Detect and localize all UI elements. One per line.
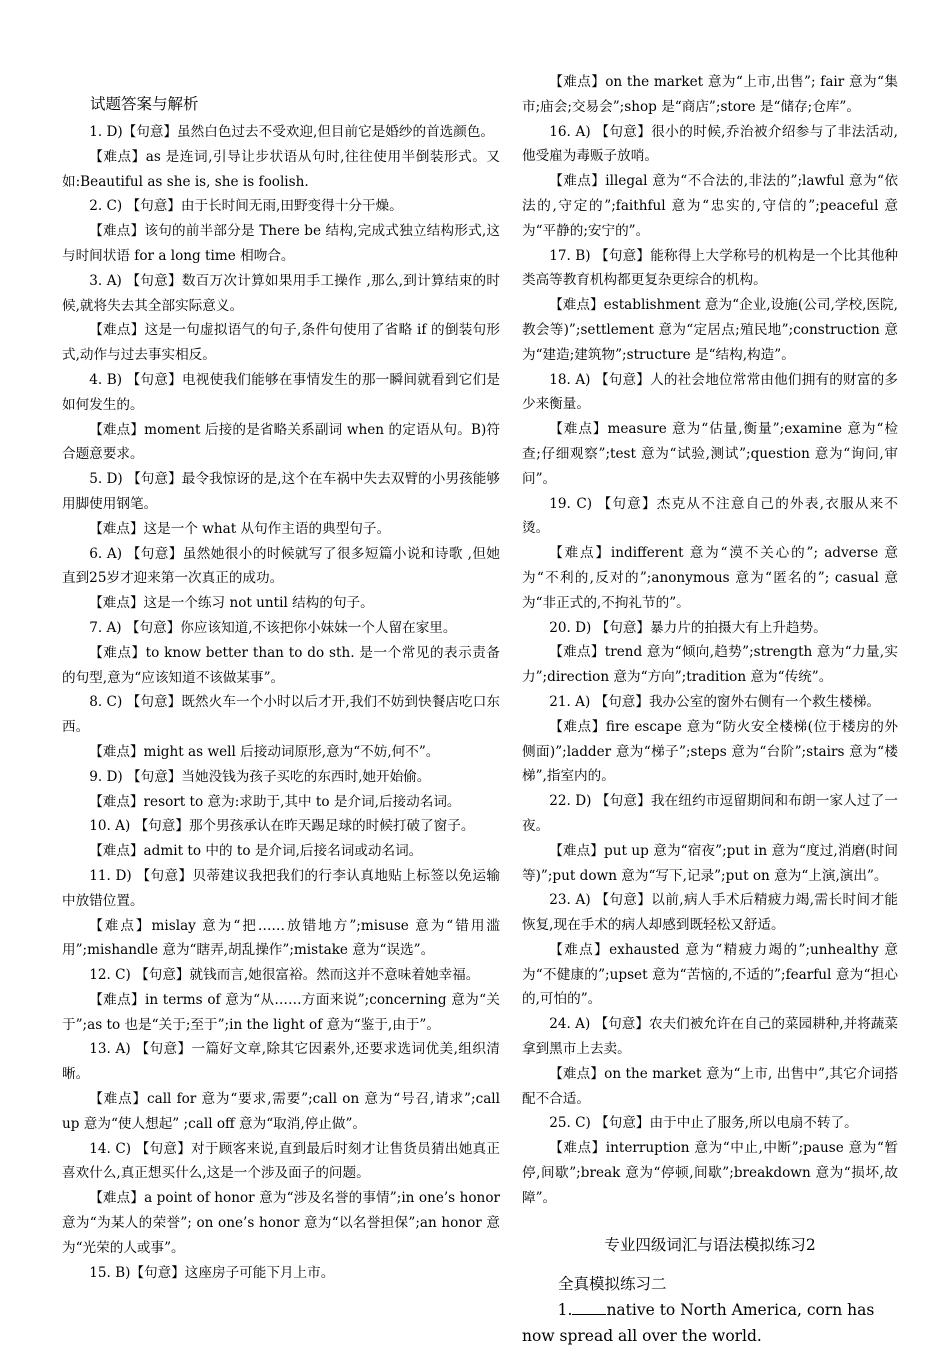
paragraph: 3. A) 【句意】数百万次计算如果用手工操作 ,那么,到计算结束的时候,就将失去其全部实际意义。 [62,272,500,314]
paragraph: 【难点】这是一个 what 从句作主语的典型句子。 [89,520,391,537]
left-paragraphs [62,120,500,1285]
paragraph: 【难点】admit to 中的 to 是介词,后接名词或动名词。 [89,843,423,860]
paragraph: 8. C) 【句意】既然火车一个小时以后才开,我们不妨到快餐店吃口东西。 [62,694,500,736]
paragraph: 【难点】as 是连词,引导让步状语从句时,往往使用半倒装形式。又如:Beautiful as she is, she is foolish. [62,148,500,190]
paragraph: 【难点】resort to 意为:求助于,其中 to 是介词,后接动名词。 [89,793,461,810]
answer-blank [572,1300,606,1315]
question-text: native to North America, corn has now spread all over the world. [522,1300,875,1345]
question-number: 1. [557,1300,573,1319]
paragraph: 11. D) 【句意】贝蒂建议我把我们的行李认真地贴上标签以免运输中放错位置。 [62,867,500,909]
paragraph: 【难点】establishment 意为“企业,设施(公司,学校,医院,教会等)”;settlement 意为“定居点;殖民地”;construction 意为“建造;建筑物”;structure 是“结构,构造”。 [522,297,898,363]
paragraph: 6. A) 【句意】虽然她很小的时候就写了很多短篇小说和诗歌 ,但她直到25岁才迎来第一次真正的成功。 [62,545,500,587]
paragraph: 【难点】interruption 意为“中止,中断”;pause 意为“暂停,间歇”;break 意为“停顿,间歇”;breakdown 意为“损坏,故障”。 [522,1140,898,1206]
paragraph: 【难点】a point of honor 意为“涉及名誉的事情”;in one’s honor 意为“为某人的荣誉”; on one’s honor 意为“以名誉担保”;an honor 意为“光荣的人或事”。 [62,1190,500,1256]
paragraph: 【难点】indifferent 意为“漠不关心的”; adverse 意为“不利的,反对的”;anonymous 意为“匿名的”; casual 意为“非正式的,不拘礼节的”。 [522,545,898,611]
answers-heading: 试题答案与解析 [90,95,199,113]
paragraph: 4. B) 【句意】电视使我们能够在事情发生的那一瞬间就看到它们是如何发生的。 [62,371,500,413]
paragraph: 21. A) 【句意】我办公室的窗外右侧有一个救生楼梯。 [549,693,881,710]
paragraph: 19. C) 【句意】杰克从不注意自己的外表,衣服从来不烫。 [522,495,898,537]
left-column [62,70,500,1285]
paragraph: 9. D) 【句意】当她没钱为孩子买吃的东西时,她开始偷。 [89,768,431,785]
paragraph: 【难点】trend 意为“倾向,趋势”;strength 意为“力量,实力”;direction 意为“方向”;tradition 意为“传统”。 [522,644,898,686]
paragraph: 13. A) 【句意】一篇好文章,除其它因素外,还要求选词优美,组织清晰。 [62,1041,500,1083]
paragraph: 25. C) 【句意】由于中止了服务,所以电扇不转了。 [549,1115,858,1132]
paragraph: 【难点】该句的前半部分是 There be 结构,完成式独立结构形式,这与时间状语 for a long time 相吻合。 [62,223,500,264]
paragraph: 【难点】call for 意为“要求,需要”;call on 意为“号召,请求”;call up 意为“使人想起” ;call off 意为“取消,停止做”。 [62,1091,500,1132]
paragraph: 【难点】illegal 意为“不合法的,非法的”;lawful 意为“依法的,守定的”;faithful 意为“忠实的,守信的”;peaceful 意为“平静的;安宁的”。 [522,173,898,239]
paragraph: 18. A) 【句意】人的社会地位常常由他们拥有的财富的多少来衡量。 [522,371,898,413]
right-column [522,70,898,1349]
paragraph: 22. D) 【句意】我在纽约市逗留期间和布朗一家人过了一夜。 [522,793,898,834]
right-paragraphs [522,70,898,1211]
paragraph: 23. A) 【句意】以前,病人手术后精疲力竭,需长时间才能恢复,现在手术的病人却感到既轻松又舒适。 [522,892,898,934]
paragraph: 【难点】exhausted 意为“精疲力竭的”;unhealthy 意为“不健康的”;upset 意为“苦恼的,不适的”;fearful 意为“担心的,可怕的”。 [522,941,898,1008]
paragraph: 【难点】moment 后接的是省略关系副词 when 的定语从句。B)符合题意要求。 [62,421,500,463]
paragraph: 【难点】measure 意为“估量,衡量”;examine 意为“检查;仔细观察”;test 意为“试验,测试”;question 意为“询问,审问”。 [522,421,898,487]
paragraph: 【难点】might as well 后接动词原形,意为“不妨,何不”。 [89,743,440,760]
paragraph: 【难点】这是一句虚拟语气的句子,条件句使用了省略 if 的倒装句形式,动作与过去事实相反。 [62,322,500,364]
paragraph: 7. A) 【句意】你应该知道,不该把你小妹妹一个人留在家里。 [89,619,457,636]
paragraph: 17. B) 【句意】能称得上大学称号的机构是一个比其他种类高等教育机构都更复杂更综合的机构。 [522,247,898,289]
paragraph: 12. C) 【句意】就钱而言,她很富裕。然而这并不意味着她幸福。 [89,967,480,984]
section-subtitle: 全真模拟练习二 [558,1274,667,1293]
paragraph: 5. D) 【句意】最令我惊讶的是,这个在车祸中失去双臂的小男孩能够用脚使用钢笔。 [62,471,500,512]
paragraph: 【难点】in terms of 意为“从……方面来说”;concerning 意为“关于”;as to 也是“关于;至于”;in the light of 意为“鉴于,由于”。 [62,991,500,1033]
paragraph: 【难点】put up 意为“宿夜”;put in 意为“度过,消磨(时间等)”;put down 意为“写下,记录”;put on 意为“上演,演出”。 [522,842,898,884]
paragraph: 【难点】fire escape 意为“防火安全楼梯(位于楼房的外侧面)”;ladder 意为“梯子”;steps 意为“台阶”;stairs 意为“楼梯”,指室内的。 [522,718,898,785]
paragraph: 16. A) 【句意】很小的时候,乔治被介绍参与了非法活动,他受雇为毒贩子放哨。 [522,123,898,165]
paragraph: 2. C) 【句意】由于长时间无雨,田野变得十分干燥。 [89,198,403,215]
section-title: 专业四级词汇与语法模拟练习2 [604,1235,816,1254]
paragraph: 24. A) 【句意】农夫们被允许在自己的菜园耕种,并将蔬菜拿到黑市上去卖。 [522,1016,898,1058]
question-1 [522,1297,898,1349]
paragraph: 10. A) 【句意】那个男孩承认在昨天踢足球的时候打破了窗子。 [89,818,475,835]
paragraph: 15. B)【句意】这座房子可能下月上市。 [89,1264,335,1281]
paragraph: 14. C) 【句意】对于顾客来说,直到最后时刻才让售货员猜出她真正喜欢什么,真正想买什么,这是一个涉及面子的问题。 [62,1140,500,1182]
paragraph: 20. D) 【句意】暴力片的拍摄大有上升趋势。 [549,619,827,636]
paragraph: 【难点】to know better than to do sth. 是一个常见的表示责备的句型,意为“应该知道不该做某事”。 [62,644,500,686]
paragraph: 【难点】on the market 意为“上市, 出售中”,其它介词搭配不合适。 [522,1065,898,1107]
paragraph: 【难点】这是一个练习 not until 结构的句子。 [89,595,374,612]
paragraph: 【难点】on the market 意为“上市,出售”; fair 意为“集市;庙会;交易会”;shop 是“商店”;store 是“储存;仓库”。 [522,74,898,115]
paragraph: 【难点】mislay 意为“把……放错地方”;misuse 意为“错用滥用”;mishandle 意为“瞎弄,胡乱操作”;mistake 意为“误选”。 [62,917,500,959]
paragraph: 1. D)【句意】虽然白色过去不受欢迎,但目前它是婚纱的首选颜色。 [89,124,495,140]
